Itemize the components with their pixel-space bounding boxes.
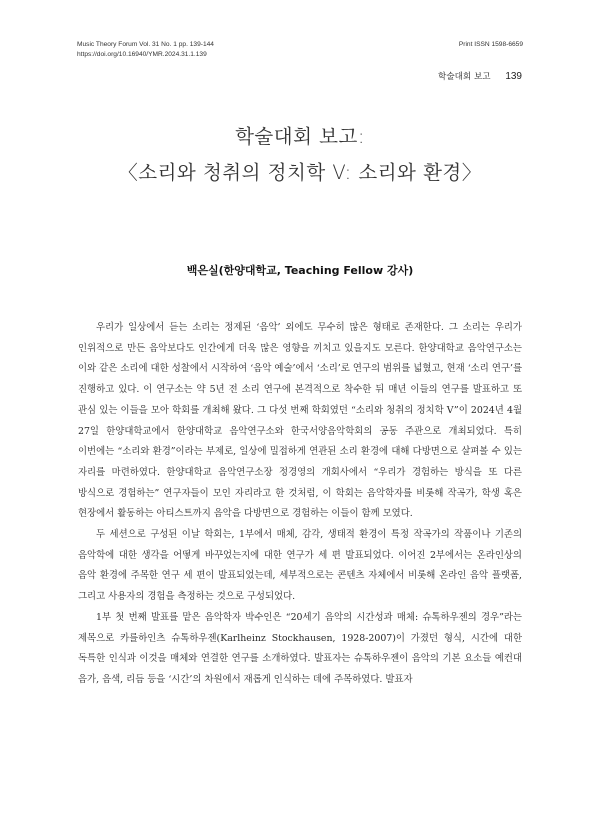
- running-header: [438, 71, 522, 83]
- article-title-line-1: 학술대회 보고:: [235, 125, 365, 148]
- body-paragraph-1: 우리가 일상에서 듣는 소리는 정제된 ‘음악’ 외에도 무수히 많은 형태로 존재한다. 그 소리는 우리가 인위적으로 만든 음악보다도 인간에게 더욱 많은 영향을 끼치고 있을지도 모른다. 한양대학교 음악연구소는 이와 같은 소리에 대한 성찰에서 시작하여 ‘음악 예술’에서 ‘소리’로 연구의 범위를 넓혔고, 현재 ‘소리 연구’를 진행하고 있다. 이 연구소는 약 5년 전 소리 연구에 본격적으로 착수한 뒤 매년 이들의 연구를 발표하고 또 관심 있는 이들을 모아 학회를 개최해 왔다. 그 다섯 번째 학회였던 “소리와 청취의 정치학 V”이 2024년 4월 27일 한양대학교에서 한양대학교 음악연구소와 한국서양음악학회의 공동 주관으로 개최되었다. 특히 이번에는 “소리와 환경”이라는 부제로, 일상에 밀접하게 연관된 소리 환경에 대해 다방면으로 살펴볼 수 있는 자리를 마련하였다. 한양대학교 음악연구소장 정경영의 개회사에서 “우리가 경험하는 방식을 또 다른 방식으로 경험하는” 연구자들이 모인 자리라고 한 것처럼, 이 학회는 음악학자를 비롯해 작곡가, 학생 혹은 현장에서 활동하는 아티스트까지 음악을 다방면으로 경험하는 이들이 함께 모였다.: [78, 322, 522, 520]
- running-header-section: 학술대회 보고: [438, 72, 491, 82]
- journal-citation: Music Theory Forum Vol. 31 No. 1 pp. 139-144: [77, 41, 214, 48]
- article-body: [78, 318, 522, 691]
- body-paragraph-2: 두 세션으로 구성된 이날 학회는, 1부에서 매체, 감각, 생태적 환경이 특정 작곡가의 작품이나 기존의 음악학에 대한 생각을 어떻게 바꾸었는지에 대한 연구가 세 편 발표되었다. 이어진 2부에서는 온라인상의 음악 환경에 주목한 연구 세 편이 발표되었는데, 세부적으로는 콘텐츠 자체에서 비롯해 온라인 음악 플랫폼, 그리고 사용자의 경험을 측정하는 것으로 구성되었다.: [78, 529, 522, 603]
- journal-issn: Print ISSN 1598-6659: [458, 41, 523, 48]
- body-paragraph-3: 1부 첫 번째 발표를 맡은 음악학자 박수인은 “20세기 음악의 시간성과 매체: 슈톡하우젠의 경우”라는 제목으로 카를하인츠 슈톡하우젠(Karlheinz Stockhausen, 1928-2007)이 가졌던 형식, 시간에 대한 독특한 인식과 이것을 매체와 연결한 연구를 소개하였다. 발표자는 슈톡하우젠이 음악의 기본 요소들 예컨대 음가, 음색, 리듬 등을 ‘시간’의 차원에서 재롭게 인식하는 데에 주목하였다. 발표자: [78, 611, 522, 685]
- page-number: 139: [505, 71, 522, 82]
- article-title-line-2: 〈소리와 청취의 정치학 V: 소리와 환경〉: [118, 161, 482, 184]
- article-author: 백은실(한양대학교, Teaching Fellow 강사): [186, 264, 414, 277]
- journal-doi[interactable]: https://doi.org/10.16940/YMR.2024.31.1.139: [77, 51, 207, 58]
- journal-meta: [77, 40, 214, 60]
